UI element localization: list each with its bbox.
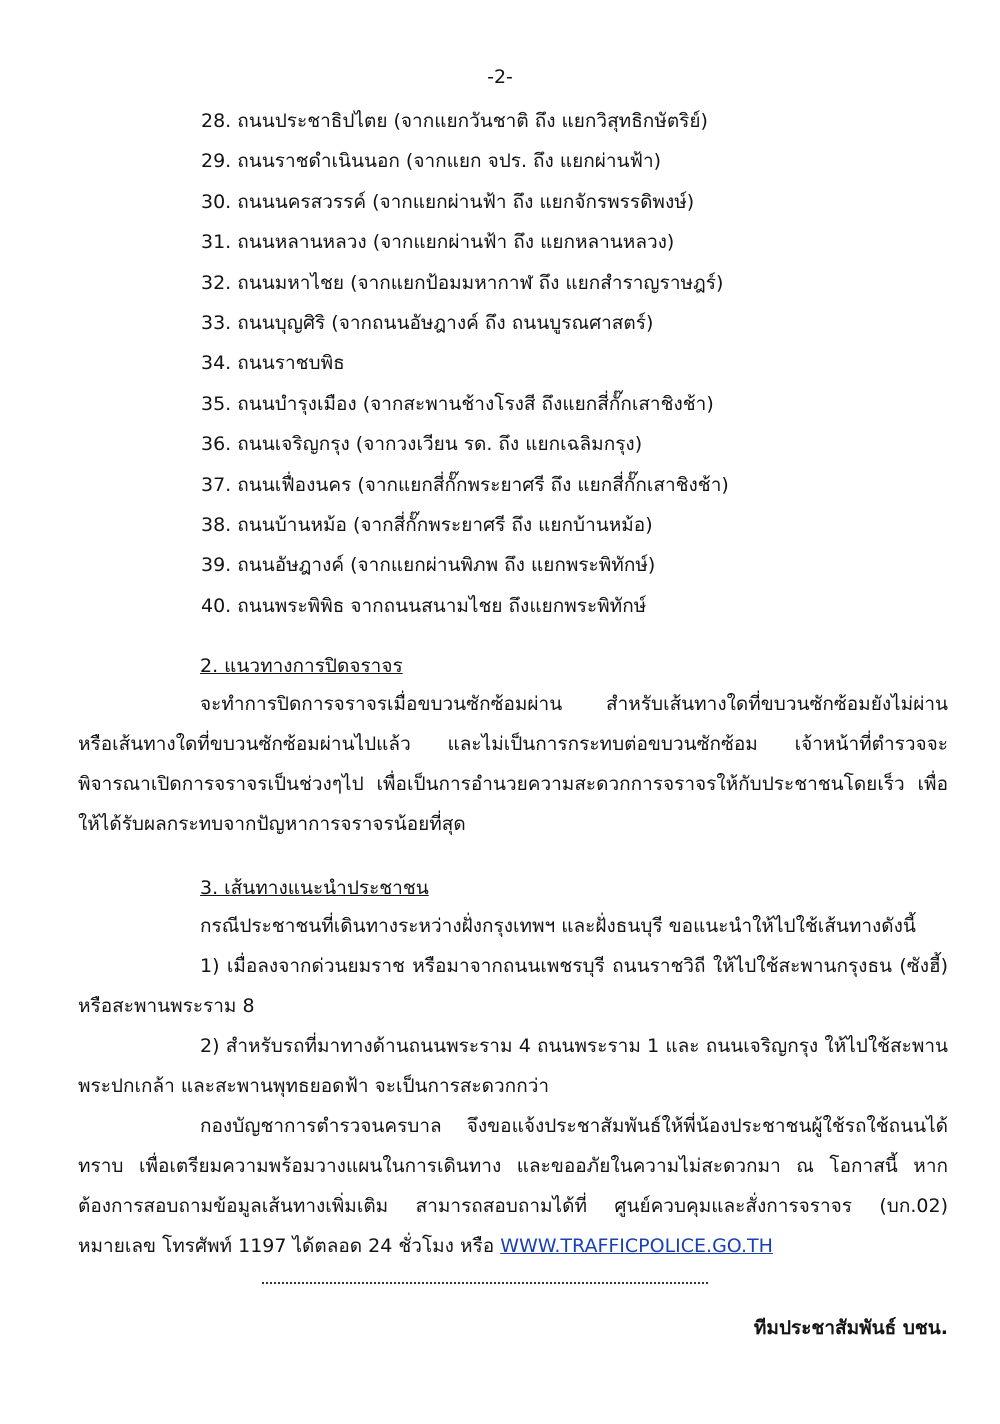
road-item: 37. ถนนเฟื่องนคร (จากแยกสี่กั๊กพระยาศรี ถึง แยกสี่กั๊กเสาชิงช้า): [201, 473, 729, 496]
road-item: 31. ถนนหลานหลวง (จากแยกผ่านฟ้า ถึง แยกหลานหลวง): [201, 231, 675, 254]
road-item: 30. ถนนนครสวรรค์ (จากแยกผ่านฟ้า ถึง แยกจักรพรรดิพงษ์): [201, 190, 695, 213]
route-recommendation-2: 2) สำหรับรถที่มาทางด้านถนนพระราม 4 ถนนพระราม 1 และ ถนนเจริญกรุง ให้ไปใช้สะพานพระปกเกล้า และสะพานพุทธยอดฟ้า จะเป็นการสะดวกกว่า: [78, 1035, 948, 1097]
section-intro: กรณีประชาชนที่เดินทางระหว่างฝั่งกรุงเทพฯ และฝั่งธนบุรี ขอแนะนำให้ไปใช้เส้นทางดังนี้: [200, 915, 916, 937]
road-item: 40. ถนนพระพิพิธ จากถนนสนามไชย ถึงแยกพระพิทักษ์: [201, 594, 647, 617]
road-item: 35. ถนนบำรุงเมือง (จากสะพานช้างโรงสี ถึงแยกสี่กั๊กเสาชิงช้า): [201, 392, 714, 415]
closing-paragraph: [78, 1106, 948, 1266]
section-closure-guidelines: [78, 648, 948, 844]
section-heading: 2. แนวทางการปิดจราจร: [200, 655, 403, 677]
closing-text: กองบัญชาการตำรวจนครบาล จึงขอแจ้งประชาสัมพันธ์ให้พี่น้องประชาชนผู้ใช้รถใช้ถนนได้ทราบ เพื่อเตรียมความพร้อมวางแผนในการเดินทาง และขออภัยในความไม่สะดวกมา ณ โอกาสนี้ หากต้องการสอบถามข้อมูลเส้นทางเพิ่มเติม สามารถสอบถามได้ที่ ศูนย์ควบคุมและสั่งการจราจร (บก.02) หมายเลข โทรศัพท์ 1197 ได้ตลอด 24 ชั่วโมง หรือ: [78, 1115, 948, 1257]
road-item: 34. ถนนราชบพิธ: [201, 352, 345, 375]
page-number: -2-: [487, 66, 513, 88]
road-item: 28. ถนนประชาธิปไตย (จากแยกวันชาติ ถึง แยกวิสุทธิกษัตริย์): [201, 110, 708, 132]
road-item: 29. ถนนราชดำเนินนอก (จากแยก จปร. ถึง แยกผ่านฟ้า): [201, 150, 662, 173]
road-item: 32. ถนนมหาไชย (จากแยกป้อมมหากาฬ ถึง แยกสำราญราษฎร์): [201, 271, 724, 294]
route-recommendation-1: 1) เมื่อลงจากด่วนยมราช หรือมาจากถนนเพชรบุรี ถนนราชวิถี ให้ไปใช้สะพานกรุงธน (ซังฮี้) หรือสะพานพระราม 8: [78, 955, 948, 1017]
section-paragraph: จะทำการปิดการจราจรเมื่อขบวนซักซ้อมผ่าน สำหรับเส้นทางใดที่ขบวนซักซ้อมยังไม่ผ่าน หรือเส้นทางใดที่ขบวนซักซ้อมผ่านไปแล้ว และไม่เป็นการกระทบต่อขบวนซักซ้อม เจ้าหน้าที่ตำรวจจะพิจารณาเปิดการจราจรเป็นช่วงๆไป เพื่อเป็นการอำนวยความสะดวกการจราจรให้กับประชาชนโดยเร็ว เพื่อให้ได้รับผลกระทบจากปัญหาการจราจรน้อยที่สุด: [78, 693, 948, 835]
dotted-separator: [262, 1282, 708, 1284]
road-item: 33. ถนนบุญศิริ (จากถนนอัษฎางค์ ถึง ถนนบูรณศาสตร์): [201, 311, 654, 334]
signature: ทีมประชาสัมพันธ์ บชน.: [753, 1317, 948, 1339]
road-item: 38. ถนนบ้านหม้อ (จากสี่กั๊กพระยาศรี ถึง แยกบ้านหม้อ): [201, 513, 653, 536]
road-list: [201, 104, 961, 629]
website-link[interactable]: WWW.TRAFFICPOLICE.GO.TH: [500, 1235, 773, 1257]
section-recommended-routes: [78, 870, 948, 1266]
road-item: 39. ถนนอัษฎางค์ (จากแยกผ่านพิภพ ถึง แยกพระพิทักษ์): [201, 554, 656, 577]
road-item: 36. ถนนเจริญกรุง (จากวงเวียน รด. ถึง แยกเฉลิมกรุง): [201, 433, 643, 456]
section-heading: 3. เส้นทางแนะนำประชาชน: [200, 877, 429, 899]
